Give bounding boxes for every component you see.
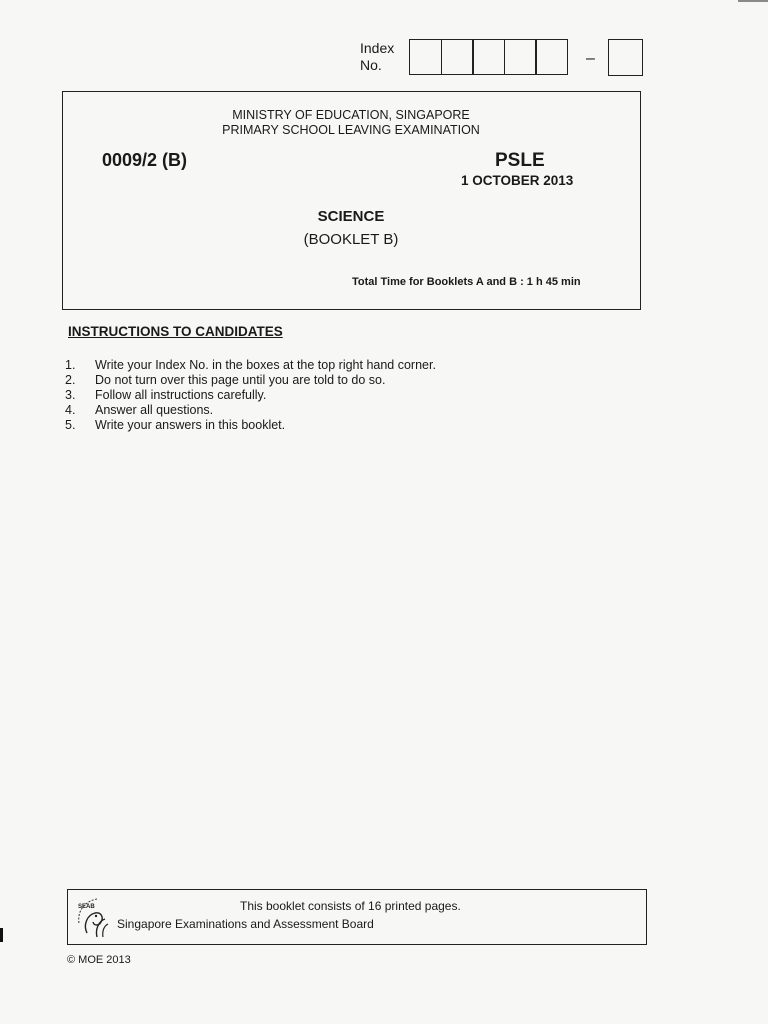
exam-short-name: PSLE	[495, 150, 545, 171]
paper-code: 0009/2 (B)	[102, 150, 188, 170]
instruction-number: 4.	[65, 403, 76, 417]
index-label-line2: No.	[360, 57, 382, 73]
index-digit-box[interactable]	[535, 39, 568, 75]
instruction-number: 3.	[65, 388, 76, 402]
index-dash: –	[586, 50, 595, 67]
instruction-number: 5.	[65, 418, 76, 432]
exam-date: 1 OCTOBER 2013	[461, 173, 574, 188]
seab-logo-icon	[73, 893, 119, 941]
ministry-name: MINISTRY OF EDUCATION, SINGAPORE	[232, 108, 470, 122]
instruction-item	[65, 403, 436, 418]
page-count-note: This booklet consists of 16 printed pages.	[240, 899, 461, 913]
index-digit-box[interactable]	[504, 39, 537, 75]
index-no-label	[360, 40, 394, 74]
instruction-text: Write your answers in this booklet.	[95, 418, 286, 432]
scan-left-mark	[0, 928, 3, 942]
instruction-item	[65, 373, 436, 388]
class-digit-box[interactable]	[608, 39, 643, 76]
instruction-item	[65, 358, 436, 373]
index-label-line1: Index	[360, 40, 395, 56]
scan-edge-mark	[738, 0, 768, 2]
seab-logo-text: SEAB	[78, 904, 95, 910]
instruction-number: 2.	[65, 373, 76, 387]
booklet-title: (BOOKLET B)	[303, 231, 399, 248]
board-name: Singapore Examinations and Assessment Board	[117, 917, 374, 931]
instruction-number: 1.	[65, 358, 76, 372]
ministry-heading	[0, 108, 702, 138]
instructions-title: INSTRUCTIONS TO CANDIDATES	[68, 324, 283, 339]
instruction-text: Answer all questions.	[95, 403, 214, 417]
index-digit-box[interactable]	[441, 39, 474, 75]
index-digit-box[interactable]	[472, 39, 505, 75]
copyright: © MOE 2013	[67, 954, 131, 966]
instructions-list	[65, 358, 436, 433]
subject-title: SCIENCE	[317, 208, 385, 225]
total-time: Total Time for Booklets A and B : 1 h 45 min	[352, 276, 581, 288]
instruction-text: Do not turn over this page until you are told to do so.	[95, 373, 386, 387]
instruction-text: Follow all instructions carefully.	[95, 388, 267, 402]
instruction-item	[65, 418, 436, 433]
index-no-boxes	[409, 39, 568, 75]
instruction-item	[65, 388, 436, 403]
exam-name: PRIMARY SCHOOL LEAVING EXAMINATION	[222, 123, 480, 137]
instruction-text: Write your Index No. in the boxes at the top right hand corner.	[95, 358, 436, 372]
index-digit-box[interactable]	[409, 39, 442, 75]
